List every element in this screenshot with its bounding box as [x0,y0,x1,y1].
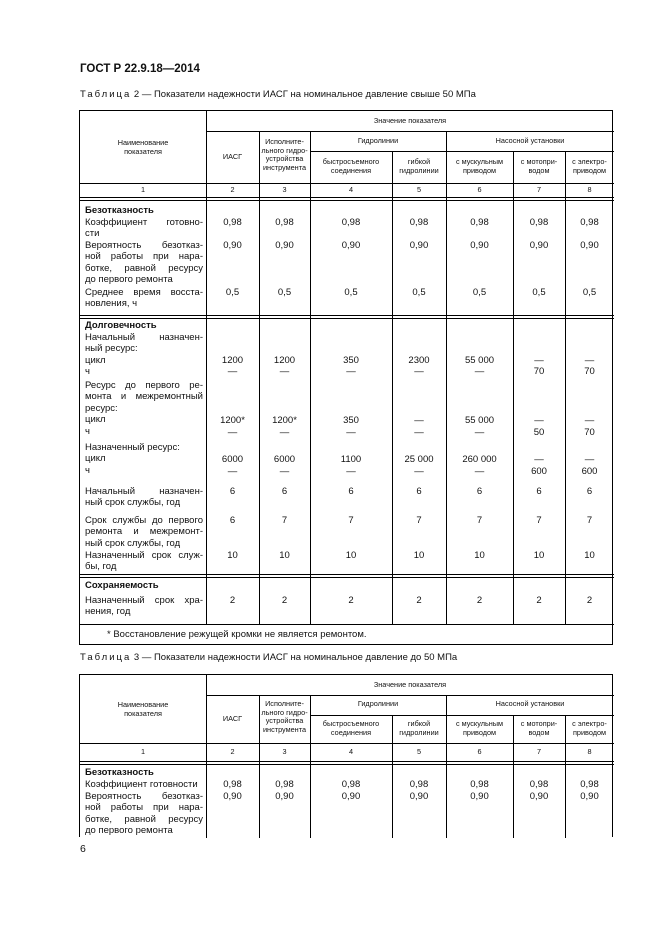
header-flex: гибкой гидролинии [399,719,439,737]
header-electric: с электро- приводом [572,157,607,175]
rule [80,574,614,575]
value-cell: — [227,427,238,438]
value-cell: 0,98 [529,217,549,228]
document-title: ГОСТ Р 22.9.18—2014 [80,63,200,75]
rule [310,695,311,838]
value-cell: 2 [281,595,288,606]
value-cell: 0,90 [580,791,599,802]
rule [310,715,614,716]
value-cell: 2 [536,595,542,606]
header-iasg: ИАСГ [222,714,243,723]
value-cell: 0,5 [412,287,426,298]
header-electric: с электро- приводом [572,719,607,737]
value-cell: 70 [584,366,595,377]
value-cell: — [584,454,595,465]
value-cell: 2 [416,595,422,606]
col-number: 5 [416,747,422,756]
col-number: 8 [587,747,592,756]
value-cell: 10 [474,550,485,561]
header-pump: Насосной установки [495,699,565,708]
col-number: 7 [536,185,542,194]
value-cell: 0,5 [582,287,597,298]
value-cell: — [279,366,290,377]
value-cell: 6000 [273,454,296,465]
value-cell: — [227,366,238,377]
value-cell: 0,90 [341,791,361,802]
value-cell: 0,90 [409,240,429,251]
value-cell: 0,90 [223,240,242,251]
rule [80,577,614,578]
value-cell: 1200* [272,415,297,426]
value-cell: 6 [536,486,542,497]
value-cell: — [346,427,356,438]
header-tool: Исполните- льного гидро- устройства инструмента [261,137,308,172]
value-cell: 6 [476,486,483,497]
col-number: 3 [282,747,287,756]
value-cell: 0,98 [470,779,489,790]
header-quick: быстросъемного соединения [322,157,380,175]
col-number: 2 [230,185,235,194]
section-title: Долговечность [85,320,157,331]
value-cell: 7 [536,515,542,526]
col-number: 7 [536,747,542,756]
rule [80,318,614,319]
value-cell: 0,5 [344,287,358,298]
rule [80,197,614,198]
value-cell: 0,98 [580,217,599,228]
value-cell: 0,98 [529,779,549,790]
value-cell: — [474,366,485,377]
value-cell: 10 [413,550,425,561]
row-label: Назначенный срок служ- бы, год [85,550,203,573]
value-cell: 1200 [221,355,244,366]
header-value: Значение показателя [373,116,447,125]
table3-caption-text: 3 — Показатели надежности ИАСГ на номинальное давление до 50 МПа [133,652,458,663]
value-cell: 0,5 [532,287,546,298]
row-label: Начальный назначен- ный срок службы, год [85,486,203,509]
row-label: Начальный назначен- ный ресурс: цикл ч [85,332,203,378]
value-cell: 0,90 [275,240,294,251]
value-cell: 0,98 [223,217,242,228]
value-cell: 6000 [221,454,244,465]
value-cell: 6 [416,486,422,497]
value-cell: 25 000 [404,454,434,465]
row-label: Вероятность безотказ- ной работы при нара- ботке, равной ресурсу до первого ремонта [85,240,203,286]
rule [446,695,447,838]
value-cell: 70 [533,366,545,377]
rule [206,695,614,696]
col-number: 5 [416,185,422,194]
value-cell: 0,90 [341,240,361,251]
header-flex: гибкой гидролинии [399,157,439,175]
value-cell: 50 [533,427,545,438]
header-param: Наименование показателя [117,138,169,156]
value-cell: — [279,466,290,477]
value-cell: 0,98 [223,779,242,790]
value-cell: 0,5 [225,287,240,298]
row-label: Назначенный ресурс: цикл ч [85,442,180,476]
col-number: 6 [477,185,482,194]
col-number: 1 [140,747,146,756]
value-cell: 1200 [273,355,296,366]
value-cell: — [534,415,544,426]
value-cell: — [414,415,424,426]
value-cell: 10 [533,550,545,561]
rule [80,764,614,765]
value-cell: 2300 [408,355,430,366]
value-cell: 0,5 [472,287,487,298]
col-number: 3 [282,185,287,194]
value-cell: 0,90 [275,791,294,802]
value-cell: 6 [348,486,354,497]
value-cell: 10 [227,550,238,561]
value-cell: — [346,366,356,377]
footnote: * Восстановление режущей кромки не является ремонтом. [107,629,367,640]
header-manual: с мускульным приводом [455,719,504,737]
value-cell: 0,90 [409,791,429,802]
header-tool: Исполните- льного гидро- устройства инструмента [261,699,308,734]
section-title: Безотказность [85,767,154,778]
value-cell: 350 [343,415,359,426]
value-cell: 10 [345,550,357,561]
value-cell: — [279,427,290,438]
header-quick: быстросъемного соединения [322,719,380,737]
rule [80,761,614,762]
value-cell: 350 [343,355,359,366]
value-cell: 7 [281,515,288,526]
value-cell: 2 [586,595,593,606]
table2-caption-prefix: Таблица [80,89,132,100]
header-iasg: ИАСГ [222,152,243,161]
value-cell: 0,98 [275,779,294,790]
rule [80,315,614,316]
value-cell: 1100 [340,454,362,465]
value-cell: 70 [584,427,595,438]
header-value: Значение показателя [373,680,447,689]
value-cell: 6 [229,486,236,497]
value-cell: — [414,466,424,477]
value-cell: 0,90 [529,240,549,251]
rule [310,151,614,152]
value-cell: 7 [416,515,422,526]
col-number: 6 [477,747,482,756]
value-cell: 0,90 [580,240,599,251]
value-cell: 0,98 [409,217,429,228]
value-cell: — [474,466,485,477]
value-cell: 600 [581,466,598,477]
value-cell: 55 000 [464,415,495,426]
value-cell: — [414,427,424,438]
value-cell: 0,98 [580,779,599,790]
value-cell: 10 [279,550,290,561]
header-hydrolines: Гидролинии [357,699,399,708]
table3-caption-prefix: Таблица [80,652,132,663]
rule [206,131,614,132]
value-cell: 260 000 [462,454,497,465]
header-param: Наименование показателя [117,700,169,718]
value-cell: 7 [348,515,354,526]
value-cell: — [534,355,544,366]
value-cell: 0,98 [409,779,429,790]
header-motor: с мотопри- водом [520,157,558,175]
value-cell: 0,90 [470,240,489,251]
row-label: Ресурс до первого ре- монта и межремонтный ресурс: цикл ч [85,380,203,437]
row-label: Назначенный срок хра- нения, год [85,595,203,618]
col-number: 1 [140,185,146,194]
value-cell: 0,98 [341,779,361,790]
row-label: Коэффициент готовно- сти [85,217,203,240]
row-label: Коэффициент готовности [85,779,198,790]
value-cell: — [227,466,238,477]
col-number: 2 [230,747,235,756]
value-cell: 2 [348,595,354,606]
col-number: 4 [348,185,354,194]
value-cell: 0,98 [275,217,294,228]
value-cell: 0,90 [223,791,242,802]
section-title: Сохраняемость [85,580,159,591]
table3-caption [80,652,457,663]
value-cell: 0,98 [341,217,361,228]
row-label: Вероятность безотказ- ной работы при нара- ботке, равной ресурсу до первого ремонта [85,791,203,837]
value-cell: — [474,427,485,438]
value-cell: — [584,355,595,366]
page-number: 6 [80,843,86,855]
row-label: Срок службы до первого ремонта и межремонт- ный срок службы, год [85,515,203,549]
value-cell: 2 [229,595,236,606]
value-cell: 6 [281,486,288,497]
value-cell: — [346,466,356,477]
section-title: Безотказность [85,205,154,216]
value-cell: 600 [531,466,547,477]
rule [80,200,614,201]
value-cell: 0,5 [277,287,292,298]
table3 [79,674,613,837]
table2 [79,110,613,645]
value-cell: — [414,366,424,377]
value-cell: 2 [476,595,483,606]
rule [80,183,614,184]
row-label: Среднее время восста- новления, ч [85,287,203,310]
col-number: 4 [348,747,354,756]
value-cell: — [534,454,544,465]
header-motor: с мотопри- водом [520,719,558,737]
table2-caption-text: 2 — Показатели надежности ИАСГ на номинальное давление свыше 50 МПа [133,89,476,100]
value-cell: 10 [584,550,595,561]
rule [80,624,614,625]
value-cell: — [584,415,595,426]
table2-caption [80,89,476,100]
value-cell: 7 [476,515,483,526]
col-number: 8 [587,185,592,194]
value-cell: 6 [586,486,593,497]
value-cell: 0,90 [529,791,549,802]
value-cell: 55 000 [464,355,495,366]
header-hydrolines: Гидролинии [357,136,399,145]
value-cell: 7 [586,515,593,526]
rule [80,743,614,744]
value-cell: 6 [229,515,236,526]
value-cell: 0,90 [470,791,489,802]
header-manual: с мускульным приводом [455,157,504,175]
value-cell: 0,98 [470,217,489,228]
header-pump: Насосной установки [495,136,565,145]
value-cell: 1200* [220,415,245,426]
